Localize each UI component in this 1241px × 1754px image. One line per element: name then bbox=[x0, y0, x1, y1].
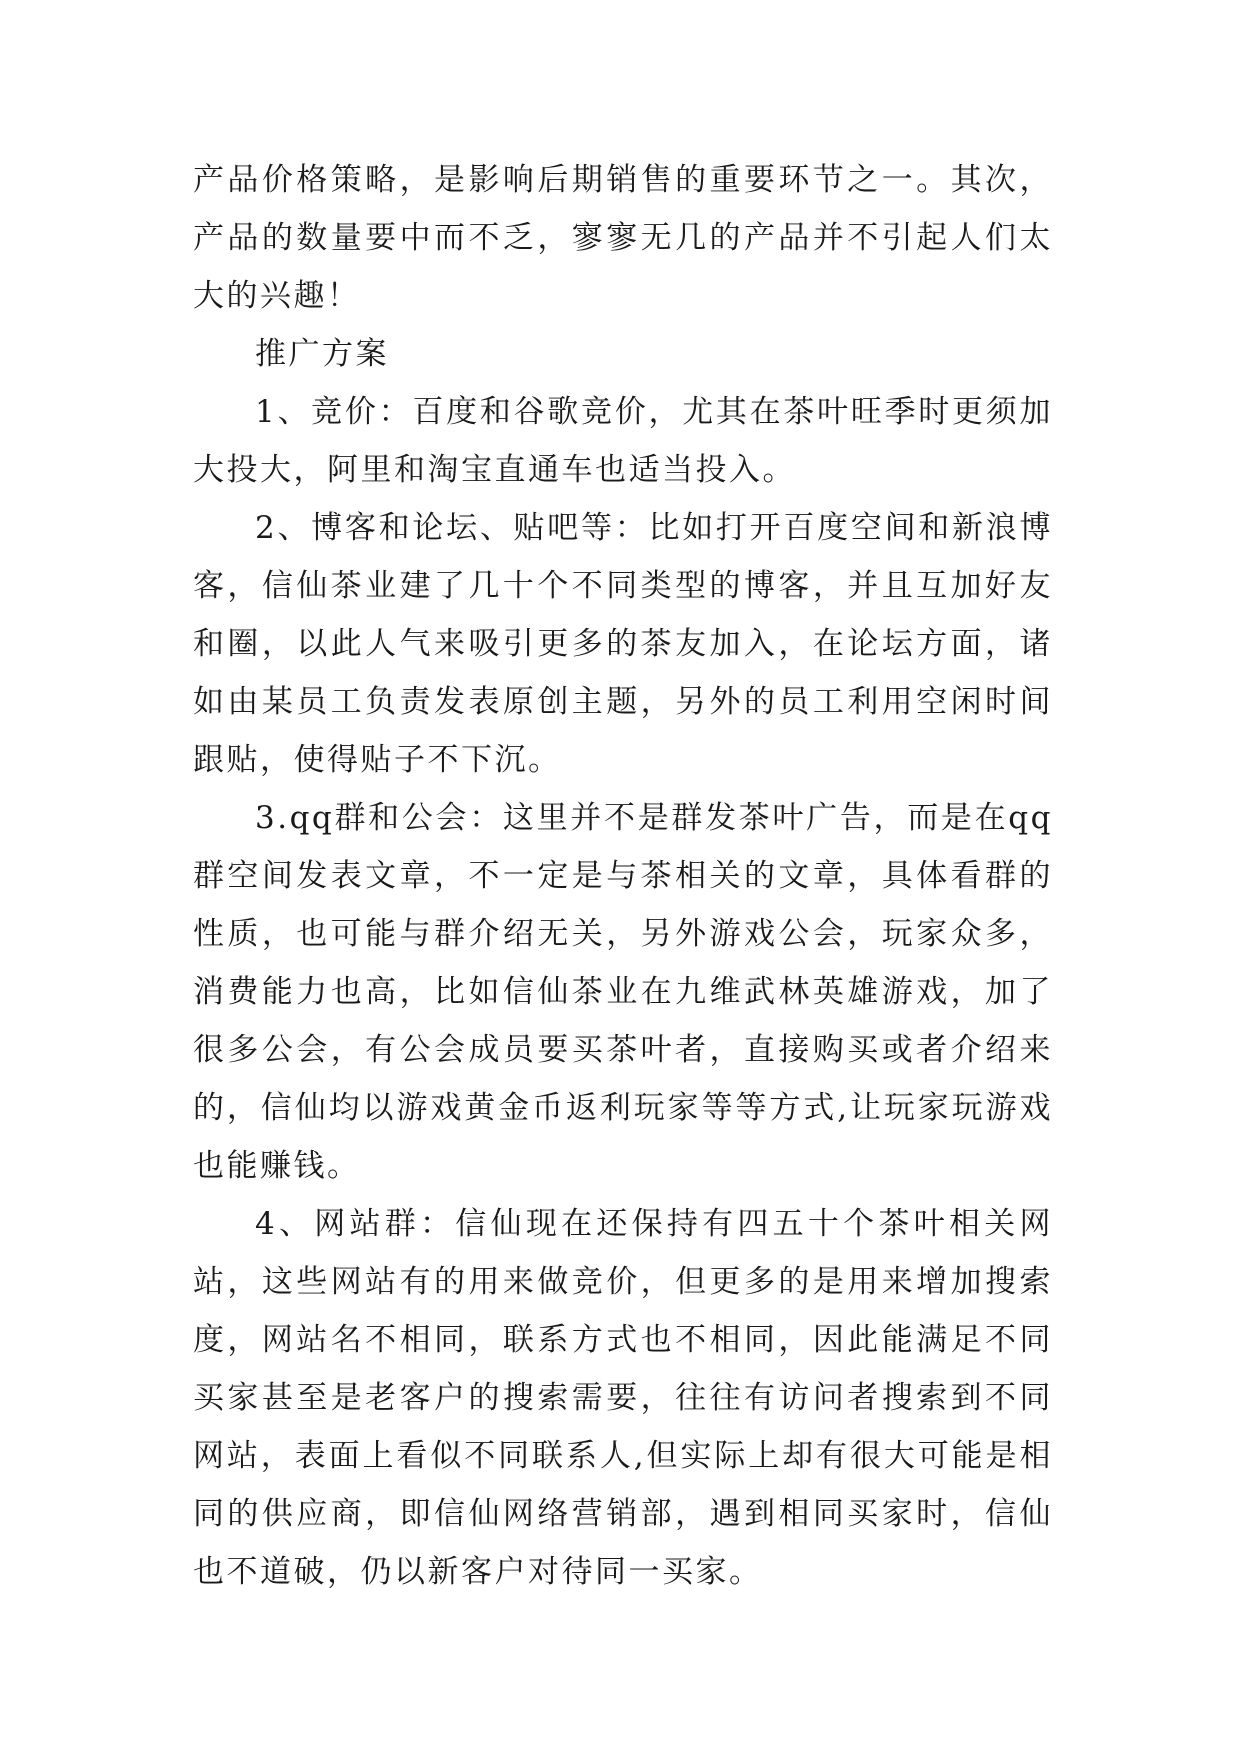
paragraph-pricing-strategy: 产品价格策略，是影响后期销售的重要环节之一。其次，产品的数量要中而不乏，寥寥无几的产品并不引起人们太大的兴趣！ bbox=[193, 162, 1053, 314]
paragraph-bidding: 1、竞价：百度和谷歌竞价，尤其在茶叶旺季时更须加大投大，阿里和淘宝直通车也适当投入。 bbox=[193, 394, 1053, 488]
heading-promotion-plan: 推广方案 bbox=[255, 336, 389, 372]
document-body bbox=[193, 151, 1053, 1601]
paragraph-blogs-forums: 2、博客和论坛、贴吧等：比如打开百度空间和新浪博客，信仙茶业建了几十个不同类型的博客，并且互加好友和圈，以此人气来吸引更多的茶友加入，在论坛方面，诸如由某员工负责发表原创主题，另外的员工利用空闲时间跟贴，使得贴子不下沉。 bbox=[193, 510, 1053, 778]
paragraph-qq-groups-guilds: 3.qq群和公会：这里并不是群发茶叶广告，而是在qq群空间发表文章，不一定是与茶相关的文章，具体看群的性质，也可能与群介绍无关，另外游戏公会，玩家众多，消费能力也高，比如信仙茶业在九维武林英雄游戏，加了很多公会，有公会成员要买茶叶者，直接购买或者介绍来的，信仙均以游戏黄金币返利玩家等等方式,让玩家玩游戏也能赚钱。 bbox=[193, 800, 1053, 1184]
paragraph-website-group: 4、网站群：信仙现在还保持有四五十个茶叶相关网站，这些网站有的用来做竞价，但更多的是用来增加搜索度，网站名不相同，联系方式也不相同，因此能满足不同买家甚至是老客户的搜索需要，往往有访问者搜索到不同网站，表面上看似不同联系人,但实际上却有很大可能是相同的供应商，即信仙网络营销部，遇到相同买家时，信仙也不道破，仍以新客户对待同一买家。 bbox=[193, 1206, 1053, 1590]
